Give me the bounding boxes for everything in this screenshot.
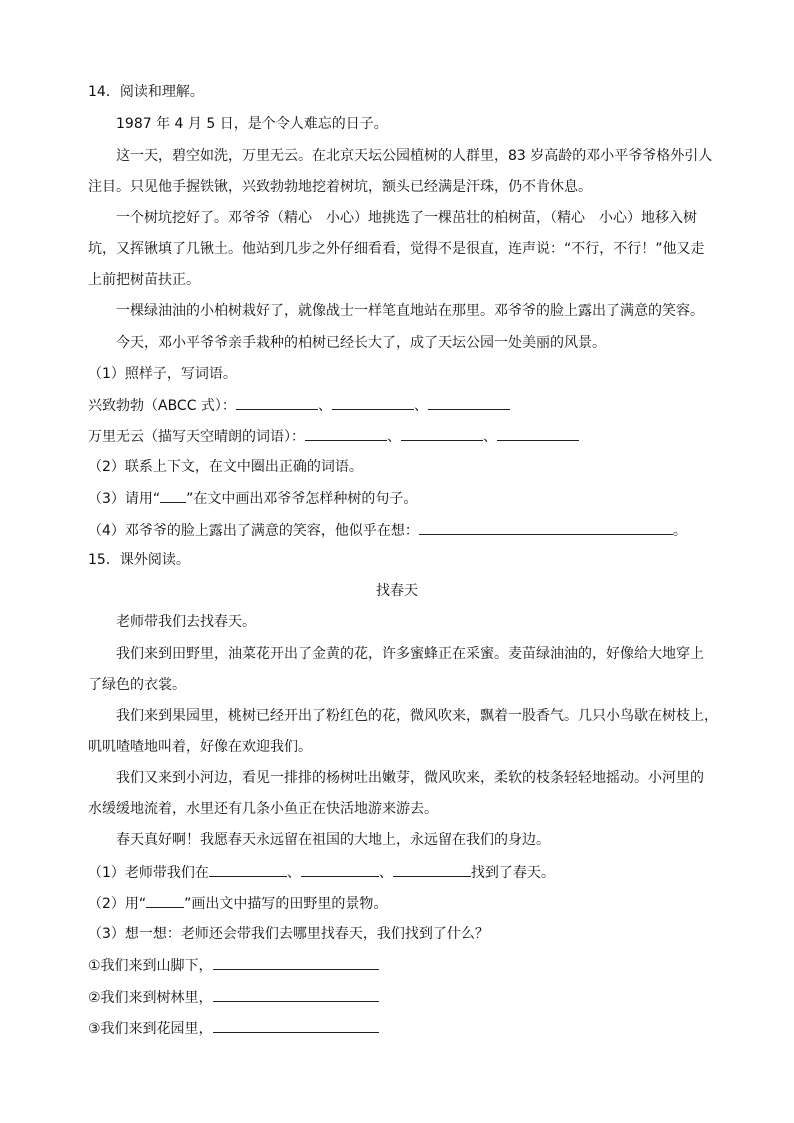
q14-paragraph-2-line-2: 注目。只见他手握铁锹，兴致勃勃地挖着树坑，额头已经满是汗珠，仍不肯休息。 (88, 179, 592, 195)
answer-blank[interactable] (428, 395, 510, 410)
q15-option-1-label: ①我们来到山脚下， (88, 958, 213, 974)
answer-blank[interactable] (213, 1018, 379, 1033)
q14-paragraph-2-line-1: 这一天，碧空如洗，万里无云。在北京天坛公园植树的人群里，83 岁高龄的邓小平爷爷格外引人 (116, 148, 713, 164)
q15-sub-question-3: （3）想一想：老师还会带我们去哪里找春天，我们找到了什么？ (88, 926, 489, 942)
q14-sub-question-1b (88, 426, 579, 447)
q15-option-1 (88, 955, 379, 976)
q15-paragraph-2-line-1: 我们来到田野里，油菜花开出了金黄的花，许多蜜蜂正在采蜜。麦苗绿油油的，好像给大地穿上 (116, 646, 704, 662)
q14-sub4-prompt: （4）邓爷爷的脸上露出了满意的笑容，他似乎在想： (88, 523, 419, 539)
q15-sub1-prefix: （1）老师带我们在 (88, 865, 209, 881)
q15-option-2 (88, 987, 379, 1008)
q15-option-3 (88, 1018, 379, 1039)
q15-option-3-label: ③我们来到花园里， (88, 1021, 213, 1037)
period: 。 (672, 523, 687, 539)
q15-sub-question-1 (88, 862, 555, 883)
separator: 、 (387, 429, 401, 445)
q15-sub-question-2 (88, 893, 387, 914)
q14-sub-question-1a (88, 395, 510, 416)
underline-sample (160, 488, 186, 503)
q14-paragraph-5: 今天，邓小平爷爷亲手栽种的柏树已经长大了，成了天坛公园一处美丽的风景。 (116, 335, 606, 351)
answer-blank[interactable] (213, 987, 379, 1002)
separator: 、 (317, 398, 332, 414)
q14-paragraph-3-line-2: 坑，又挥锹填了几锹土。他站到几步之外仔细看看，觉得不是很直，连声说：“不行，不行！”他又走 (88, 241, 705, 257)
q15-sub2-prefix: （2）用“ (88, 896, 147, 912)
q15-paragraph-3-line-1: 我们来到果园里，桃树已经开出了粉红色的花，微风吹来，飘着一股香气。几只小鸟歇在树枝上， (116, 708, 718, 724)
q14-paragraph-3-line-1: 一个树坑挖好了。邓爷爷（精心 小心）地挑选了一棵茁壮的柏树苗，（精心 小心）地移入树 (116, 210, 697, 226)
answer-blank[interactable] (497, 426, 579, 441)
q15-sub2-suffix: ”画出文中描写的田野里的景物。 (184, 896, 388, 912)
underline-sample (146, 893, 184, 908)
answer-blank[interactable] (305, 426, 387, 441)
answer-blank[interactable] (401, 426, 483, 441)
q15-paragraph-4-line-1: 我们又来到小河边，看见一排排的杨树吐出嫩芽，微风吹来，柔软的枝条轻轻地摇动。小河里的 (116, 770, 704, 786)
answer-blank[interactable] (213, 955, 379, 970)
q14-sub-question-4 (88, 520, 687, 541)
q14-sub1b-label: 万里无云（描写天空晴朗的词语）： (88, 429, 305, 445)
q15-paragraph-4-line-2: 水缓缓地流着，水里还有几条小鱼正在快活地游来游去。 (88, 801, 438, 817)
q14-heading: 14．阅读和理解。 (88, 84, 204, 100)
q14-paragraph-4: 一棵绿油油的小柏树栽好了，就像战士一样笔直地站在那里。邓爷爷的脸上露出了满意的笑容。 (116, 303, 704, 319)
answer-blank[interactable] (209, 862, 287, 877)
answer-blank[interactable] (419, 520, 673, 535)
answer-blank[interactable] (393, 862, 471, 877)
q15-heading: 15．课外阅读。 (88, 552, 190, 568)
q15-paragraph-2-line-2: 了绿色的衣裳。 (88, 677, 186, 693)
q15-paragraph-3-line-2: 叽叽喳喳地叫着，好像在欢迎我们。 (88, 739, 312, 755)
q14-sub-question-1: （1）照样子，写词语。 (88, 366, 237, 382)
q15-paragraph-5: 春天真好啊！我愿春天永远留在祖国的大地上，永远留在我们的身边。 (116, 832, 550, 848)
separator: 、 (286, 865, 301, 881)
q14-paragraph-3-line-3: 上前把树苗扶正。 (88, 272, 200, 288)
separator: 、 (378, 865, 393, 881)
q14-sub3-suffix: ”在文中画出邓爷爷怎样种树的句子。 (186, 491, 418, 507)
answer-blank[interactable] (301, 862, 379, 877)
q15-option-2-label: ②我们来到树林里， (88, 990, 213, 1006)
q15-paragraph-1: 老师带我们去找春天。 (116, 614, 256, 630)
q14-paragraph-1: 1987 年 4 月 5 日，是个令人难忘的日子。 (116, 116, 388, 132)
passage-title: 找春天 (376, 583, 418, 599)
q14-sub3-prefix: （3）请用“ (88, 491, 161, 507)
separator: 、 (413, 398, 428, 414)
separator: 、 (483, 429, 497, 445)
answer-blank[interactable] (236, 395, 318, 410)
q15-sub1-suffix: 找到了春天。 (470, 865, 555, 881)
answer-blank[interactable] (332, 395, 414, 410)
q14-sub-question-2: （2）联系上下文，在文中圈出正确的词语。 (88, 459, 363, 475)
q14-sub-question-3 (88, 488, 417, 509)
q14-sub1a-label: 兴致勃勃（ABCC 式）： (88, 398, 236, 414)
